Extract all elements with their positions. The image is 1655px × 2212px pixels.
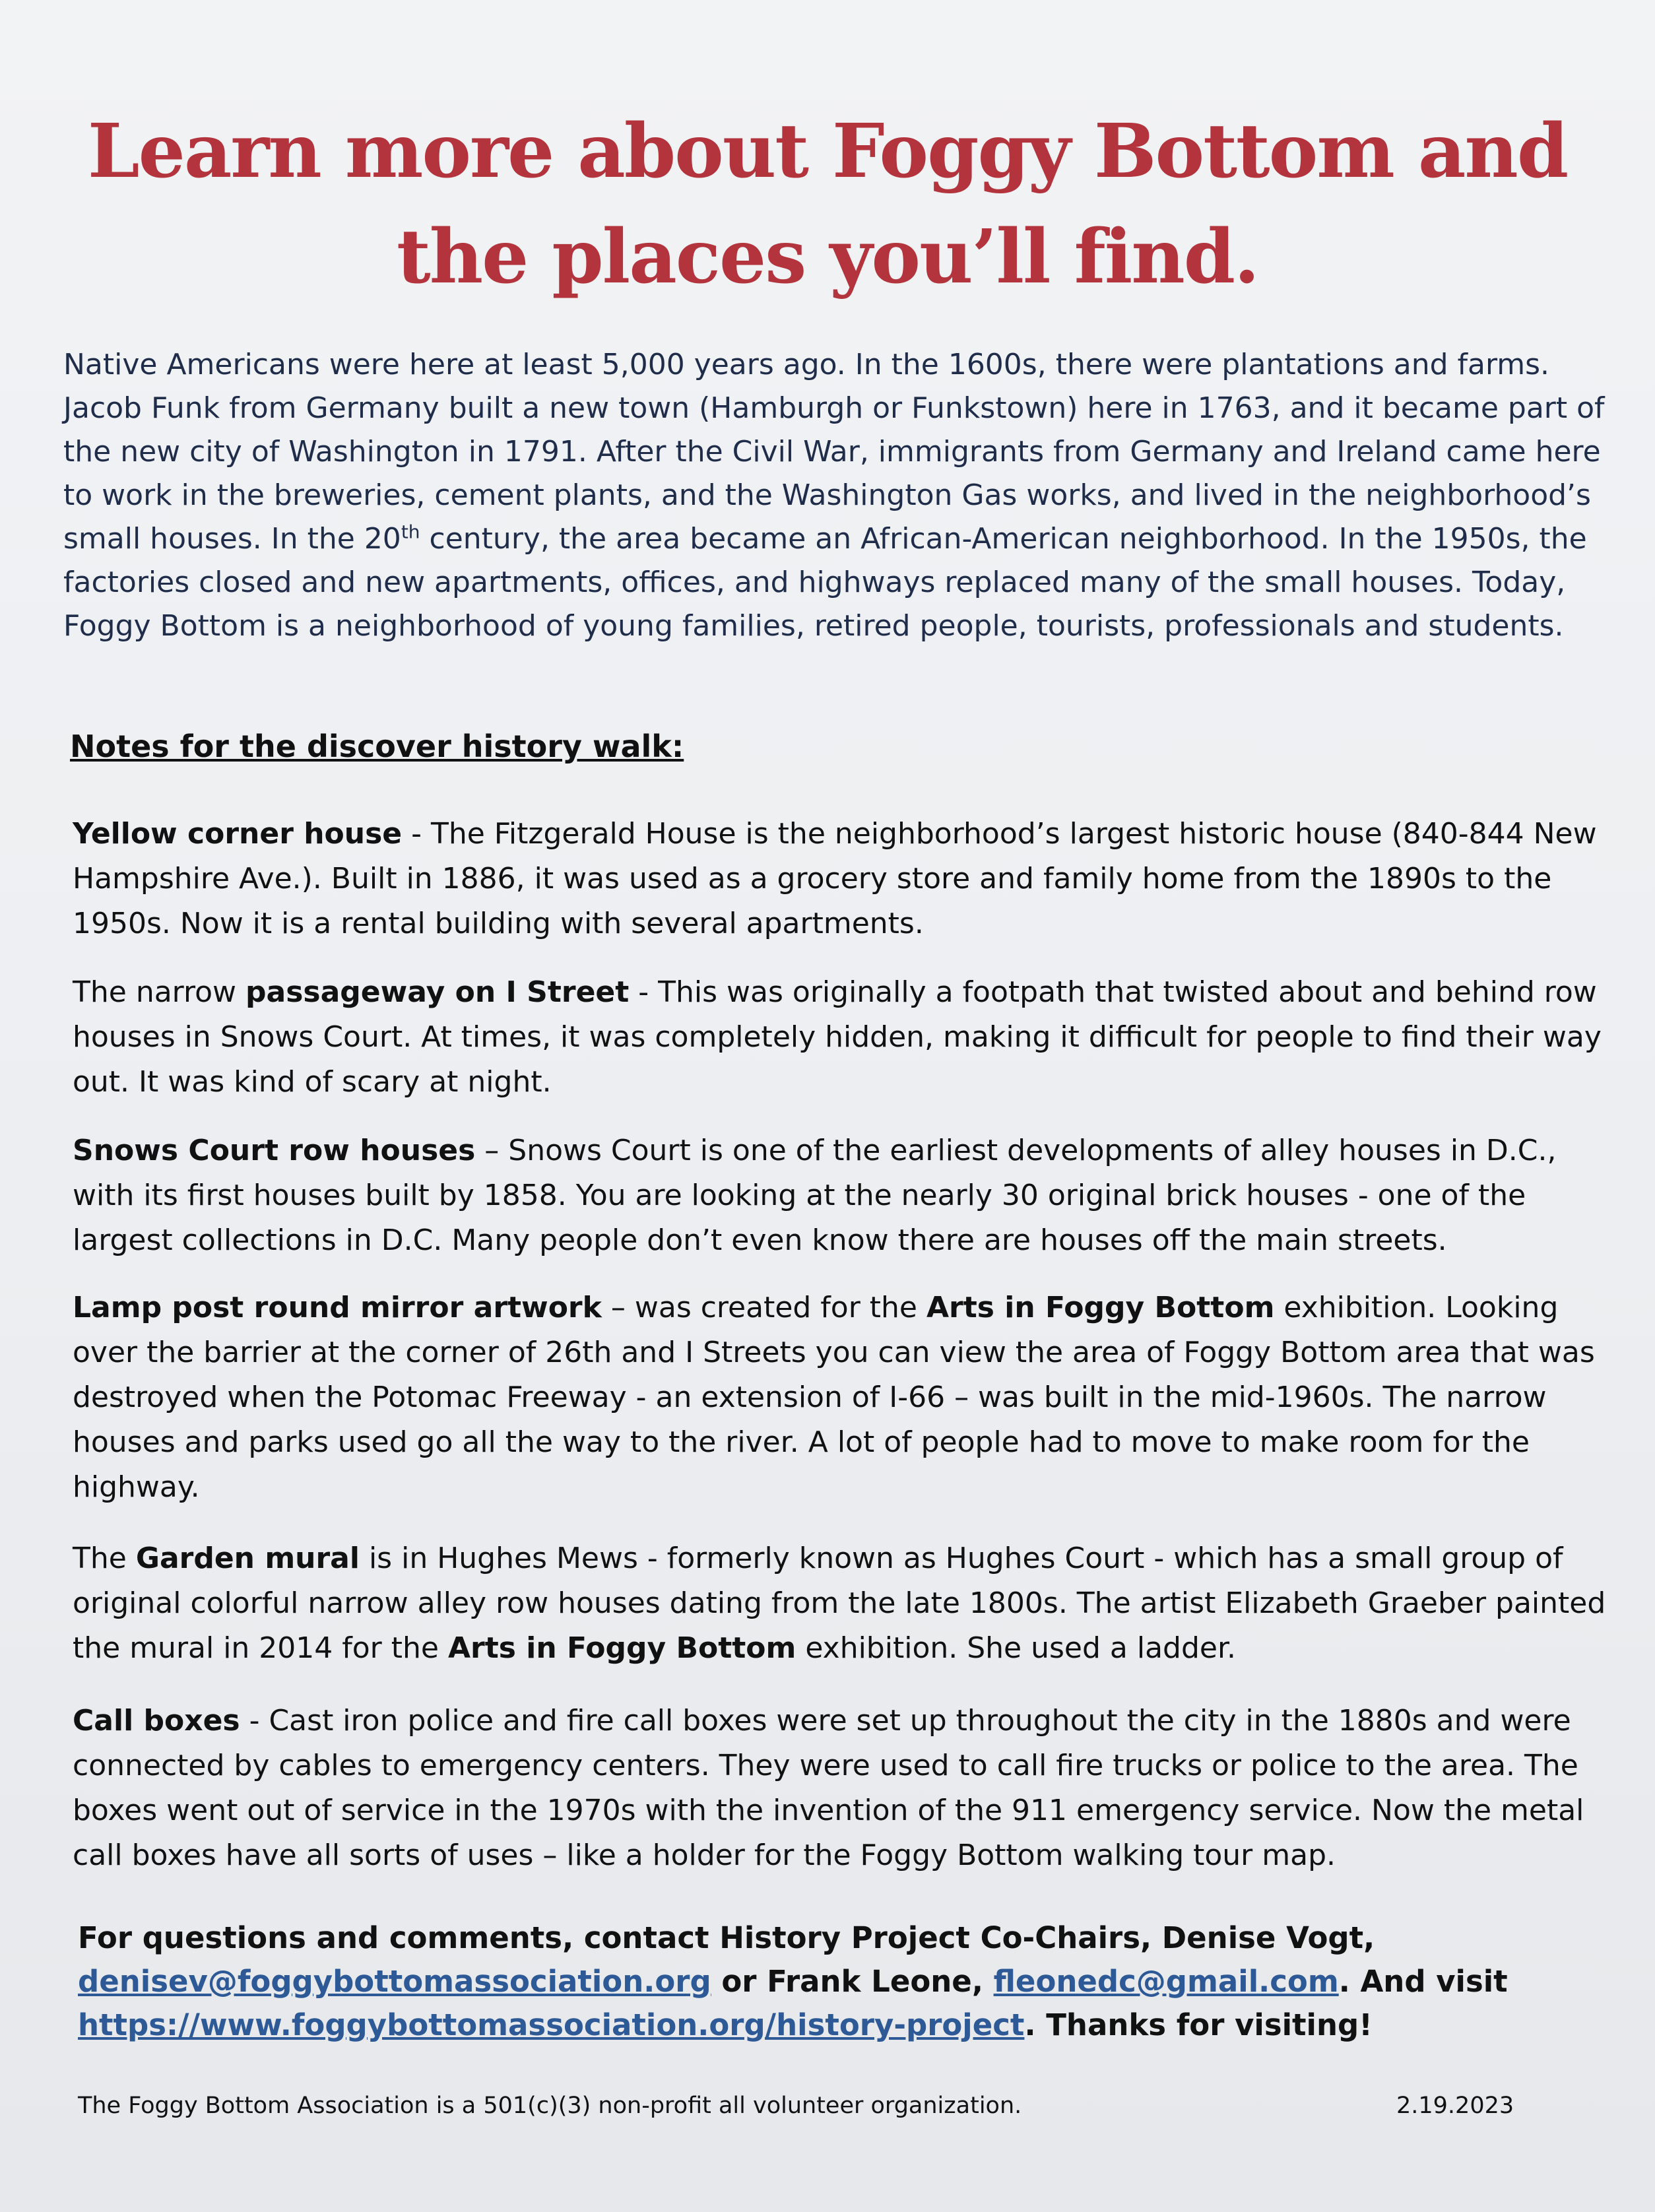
- email-link-denise[interactable]: denisev@foggybottomassociation.org: [78, 1964, 711, 1999]
- email-link-frank[interactable]: fleonedc@gmail.com: [993, 1964, 1339, 1999]
- contact-paragraph: For questions and comments, contact History Project Co-Chairs, Denise Vogt, denisev@foggybottomassociation.org or Frank Leone, fleonedc@gmail.com. And visit https://www.foggybottomassociation.org/history-project. Thanks for visiting!: [78, 1920, 1508, 2042]
- title-line-2: the places you’ll find.: [396, 214, 1259, 300]
- note-yellow-corner-house: Yellow corner house - The Fitzgerald House is the neighborhood’s largest historic house (840-844 New Hampshire Ave.). Built in 1886, it was used as a grocery store and family home from the 1890s to the 1950s. Now it is a rental building with several apartments.: [73, 817, 1597, 940]
- note-lamp-post: Lamp post round mirror artwork – was created for the Arts in Foggy Bottom exhibition. Looking over the barrier at the corner of 26th and I Streets you can view the area of Foggy Bottom area that was destroyed when the Potomac Freeway - an extension of I-66 – was built in the mid-1960s. The narrow houses and parks used go all the way to the river. A lot of people had to move to make room for the highway.: [73, 1291, 1595, 1504]
- title-line-1: Learn more about Foggy Bottom and: [87, 108, 1568, 195]
- history-project-link[interactable]: https://www.foggybottomassociation.org/history-project: [78, 2007, 1025, 2042]
- footer-organization-note: The Foggy Bottom Association is a 501(c)(3) non-profit all volunteer organization.: [78, 2093, 1022, 2119]
- note-passageway: The narrow passageway on I Street - This was originally a footpath that twisted about and behind row houses in Snows Court. At times, it was completely hidden, making it difficult for people to find their way out. It was kind of scary at night.: [73, 975, 1602, 1099]
- note-call-boxes: Call boxes - Cast iron police and fire call boxes were set up throughout the city in the 1880s and were connected by cables to emergency centers. They were used to call fire trucks or police to the area. The boxes went out of service in the 1970s with the invention of the 911 emergency service. Now the metal call boxes have all sorts of uses – like a holder for the Foggy Bottom walking tour map.: [73, 1704, 1584, 1872]
- footer-date: 2.19.2023: [1396, 2093, 1514, 2119]
- intro-paragraph: Native Americans were here at least 5,000 years ago. In the 1600s, there were plantations and farms. Jacob Funk from Germany built a new town (Hamburgh or Funkstown) here in 1763, and it became part of the new city of Washington in 1791. After the Civil War, immigrants from Germany and Ireland came here to work in the breweries, cement plants, and the Washington Gas works, and lived in the neighborhood’s small houses. In the 20th century, the area became an African-American neighborhood. In the 1950s, the factories closed and new apartments, offices, and highways replaced many of the small houses. Today, Foggy Bottom is a neighborhood of young families, retired people, tourists, professionals and students.: [63, 348, 1605, 643]
- note-garden-mural: The Garden mural is in Hughes Mews - formerly known as Hughes Court - which has a small group of original colorful narrow alley row houses dating from the late 1800s. The artist Elizabeth Graeber painted the mural in 2014 for the Arts in Foggy Bottom exhibition. She used a ladder.: [73, 1542, 1606, 1665]
- notes-heading: Notes for the discover history walk:: [70, 729, 684, 764]
- note-snows-court: Snows Court row houses – Snows Court is one of the earliest developments of alley houses in D.C., with its first houses built by 1858. You are looking at the nearly 30 original brick houses - one of the largest collections in D.C. Many people don’t even know there are houses off the main streets.: [73, 1134, 1557, 1257]
- page-title: [0, 99, 1655, 310]
